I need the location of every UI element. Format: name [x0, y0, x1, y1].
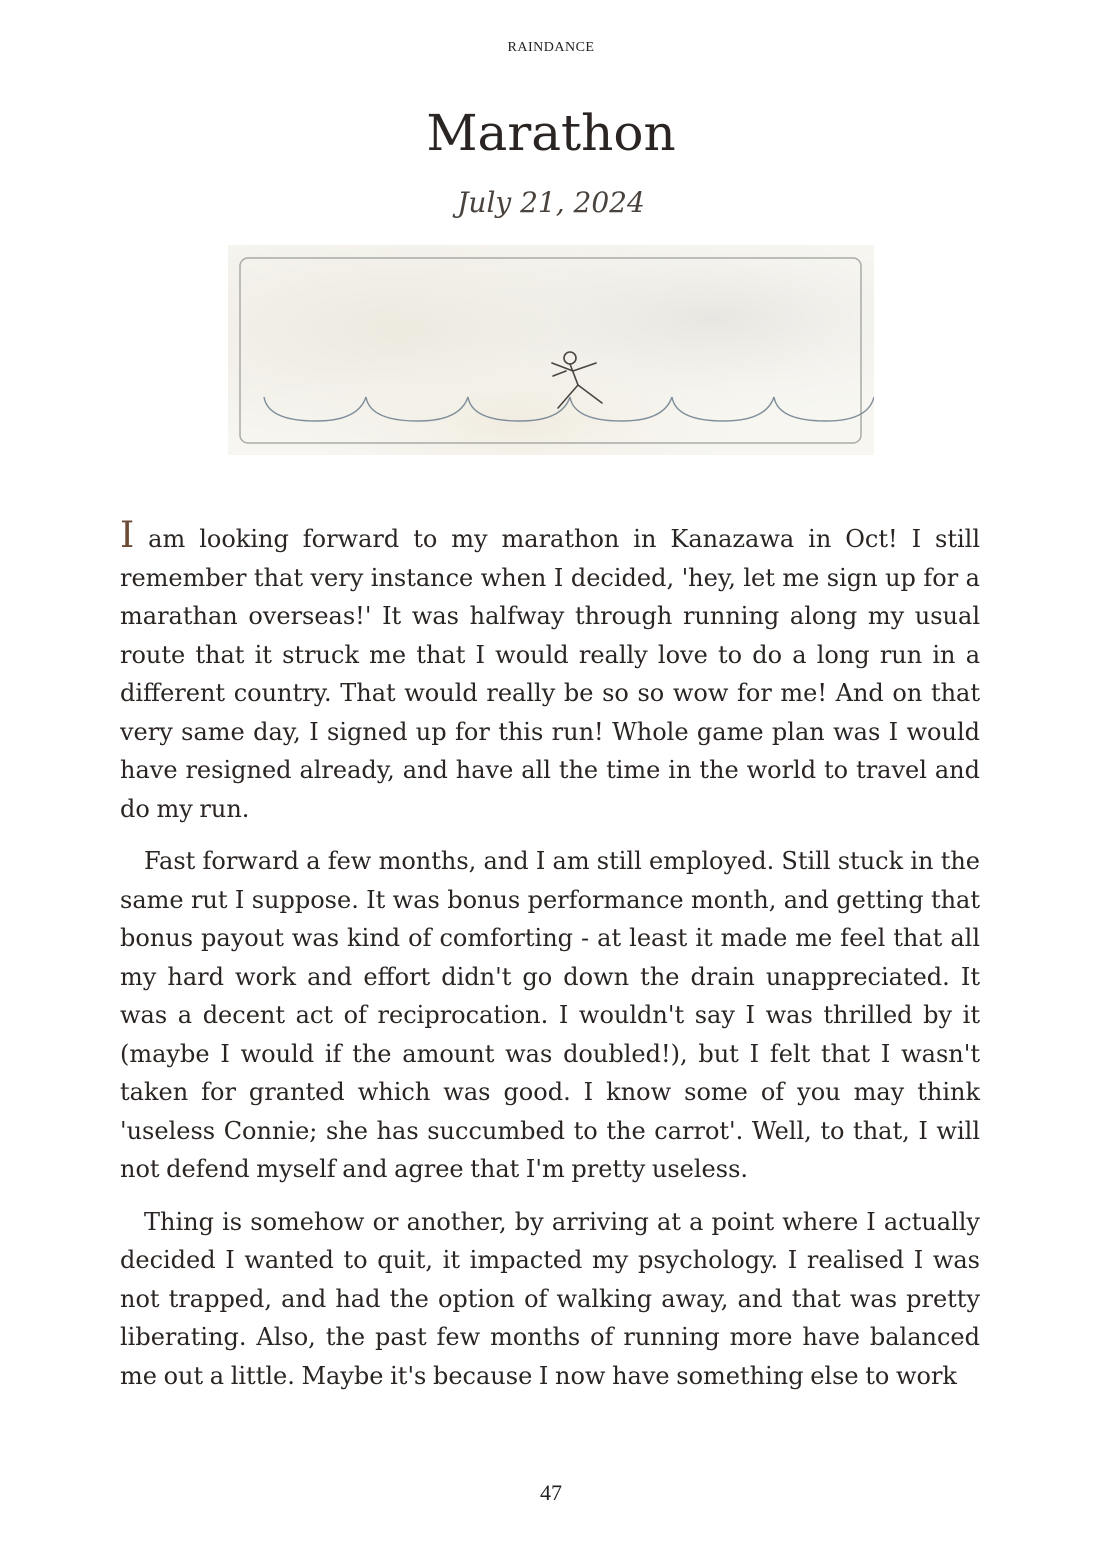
paragraph-3: Thing is somehow or another, by arriving at a point where I actually decided I wanted to quit, it impacted my psychology. I realised I was not trapped, and had the option of walking away, and that was pretty liberating. Also, the past few months of running more have balanced me out a little. Maybe it's because I now have something else to work [120, 1207, 980, 1390]
chapter-title: Marathon [426, 104, 676, 162]
running-header: RAINDANCE [507, 40, 595, 55]
paragraph-1-text: am looking forward to my marathon in Kanazawa in Oct! I still remember that very instance when I decided, 'hey, let me sign up for a marathan overseas!' It was halfway through running along my usual route that it struck me that I would really love to do a long run in a different country. That would really be so so wow for me! And on that very same day, I signed up for this run! Whole game plan was I would have resigned already, and have all the time in the world to travel and do my run. [120, 525, 980, 823]
chapter-illustration [228, 245, 874, 455]
page-number: 47 [540, 1480, 562, 1505]
stick-figure-on-waves-icon [228, 245, 874, 455]
paragraph-1 [120, 515, 980, 828]
paragraph-2: Fast forward a few months, and I am still employed. Still stuck in the same rut I suppose. It was bonus performance month, and getting that bonus payout was kind of comforting - at least it made me feel that all my hard work and effort didn't go down the drain unappreciated. It was a decent act of reciprocation. I wouldn't say I was thrilled by it (maybe I would if the amount was doubled!), but I felt that I wasn't taken for granted which was good. I know some of you may think 'useless Connie; she has succumbed to the carrot'. Well, to that, I will not defend myself and agree that I'm pretty useless. [120, 847, 980, 1183]
body-text [120, 515, 980, 1409]
drop-cap: I [120, 515, 135, 556]
chapter-date: July 21, 2024 [457, 186, 645, 219]
